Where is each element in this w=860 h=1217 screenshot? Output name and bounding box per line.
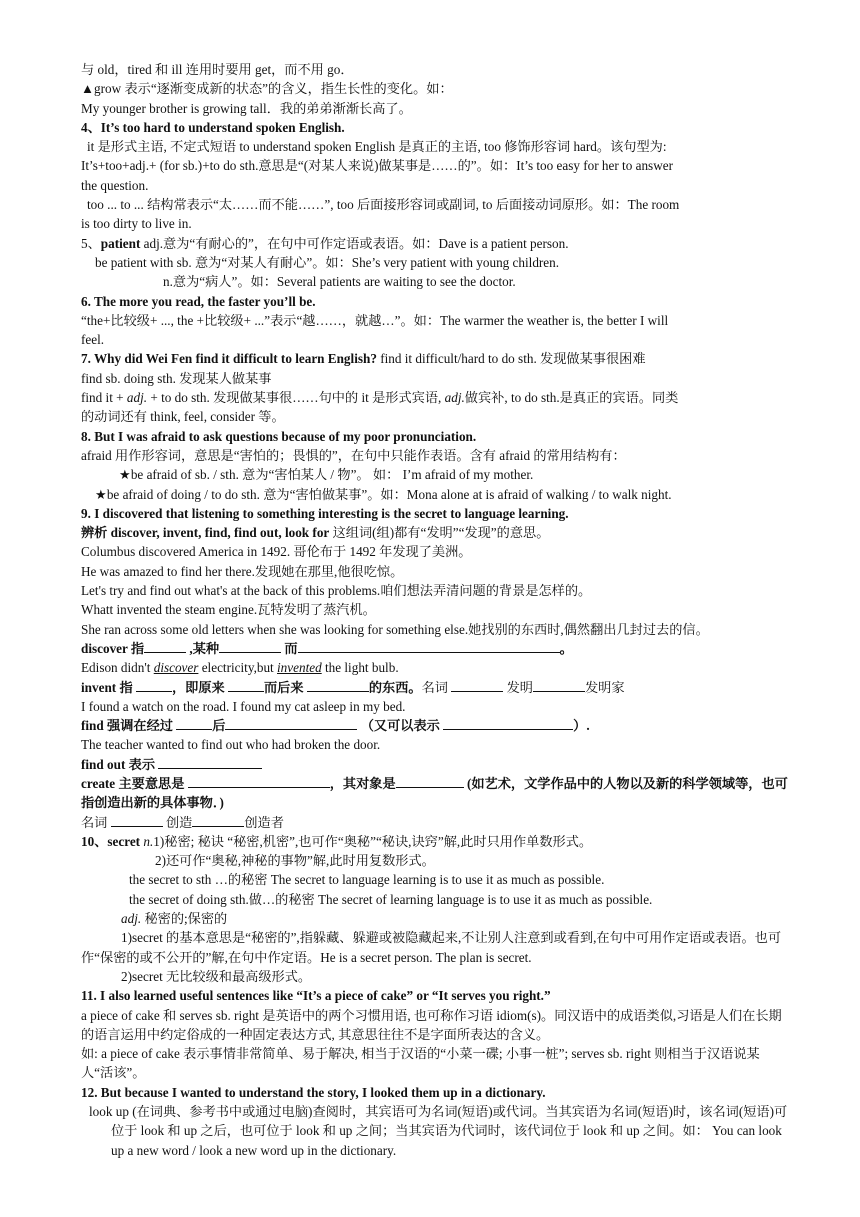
answer-blank[interactable] — [136, 678, 172, 692]
answer-blank[interactable] — [111, 813, 163, 827]
text-span: find it difficult/hard to do sth. 发现做某事很困难 — [376, 351, 646, 367]
text-span: 名词 — [81, 814, 111, 830]
answer-blank[interactable] — [192, 813, 244, 827]
text-span: 发明 — [503, 679, 533, 695]
section-heading-7 — [81, 349, 790, 368]
text-line — [81, 909, 790, 928]
answer-blank[interactable] — [298, 639, 560, 653]
underlined-term: discover — [153, 660, 199, 676]
text-span: + to do sth. 发现做某事很……句中的 it 是形式宾语, — [147, 390, 445, 406]
answer-blank[interactable] — [307, 678, 369, 692]
text-span: 后 — [212, 718, 226, 734]
text-span: 名词 — [421, 679, 452, 695]
text-line — [81, 523, 790, 542]
answer-blank[interactable] — [228, 678, 264, 692]
text-line: The teacher wanted to find out who had broken the door. — [81, 737, 381, 753]
text-line: is too dirty to live in. — [81, 216, 192, 232]
text-span: 秘密的;保密的 — [141, 911, 228, 927]
section-heading-8: 8. But I was afraid to ask questions because of my poor pronunciation. — [81, 428, 477, 444]
text-span: electricity,but — [198, 660, 278, 676]
answer-blank[interactable] — [188, 774, 330, 788]
heading-text: 7. Why did Wei Fen find it difficult to learn English? — [81, 351, 377, 367]
italic-term: adj. — [126, 390, 148, 406]
fill-in-find-out — [81, 755, 790, 774]
text-span: ,某种 — [186, 640, 220, 656]
text-span: find it + — [81, 390, 127, 406]
bold-term: 辨析 discover, invent, find, find out, look for — [81, 525, 330, 541]
italic-term: adj. — [121, 911, 142, 927]
section-heading-4: 4、It’s too hard to understand spoken English. — [81, 119, 345, 135]
heading-number: 10、 — [81, 833, 108, 849]
text-line: be patient with sb. 意为“对某人有耐心”。如：She’s very patient with young children. — [95, 254, 560, 270]
text-paragraph: 1)secret 的基本意思是“秘密的”,指躲藏、躲避或被隐藏起来,不让别人注意到或看到,在句中可用作定语或表语。也可作“保密的或不公开的”解,在句中作定语。He is a secret person. The plan is secret. — [81, 930, 782, 965]
section-heading-11: 11. I also learned useful sentences like “It’s a piece of cake” or “It serves you right.” — [81, 988, 551, 1004]
text-line: ★be afraid of sb. / sth. 意为“害怕某人 / 物”。 如： I’m afraid of my mother. — [119, 467, 534, 483]
text-line: I found a watch on the road. I found my cat asleep in my bed. — [81, 698, 406, 714]
text-line: the question. — [81, 177, 149, 193]
text-paragraph: She ran across some old letters when she was looking for something else.她找别的东西时,偶然翻出几封过去的信。 — [81, 621, 709, 637]
text-line: Let's try and find out what's at the back of this problems.咱们想法弄清问题的背景是怎样的。 — [81, 583, 592, 599]
text-span: 1)秘密; 秘诀 “秘密,机密”,也可作“奥秘”“秘诀,诀窍”解,此时只用作单数形式。 — [153, 833, 593, 849]
answer-blank[interactable] — [176, 716, 212, 730]
text-line: ▲grow 表示“逐渐变成新的状态”的含义，指生长性的变化。如： — [81, 81, 453, 97]
text-span: 而 — [281, 640, 298, 656]
text-line: find sb. doing sth. 发现某人做某事 — [81, 370, 272, 386]
text-line: 的动词还有 think, feel, consider 等。 — [81, 409, 285, 425]
heading-keyword: secret — [107, 833, 144, 849]
text-line — [81, 388, 790, 407]
answer-blank[interactable] — [396, 774, 464, 788]
heading-number: 5、 — [81, 235, 101, 251]
answer-blank[interactable] — [533, 678, 585, 692]
text-span: Edison didn't — [81, 660, 154, 676]
section-heading-10 — [81, 832, 790, 851]
text-line: Columbus discovered America in 1492. 哥伦布于 1492 年发现了美洲。 — [81, 544, 472, 560]
text-span: find 强调在经过 — [81, 718, 177, 734]
text-span: (如艺术，文学作品中的人物以及新的科学领域等，也可指创造出新的具体事物．) — [81, 775, 788, 811]
text-span: 创造者 — [244, 814, 284, 830]
fill-in-find — [81, 716, 790, 735]
answer-blank[interactable] — [443, 716, 573, 730]
text-line: 2)secret 无比较级和最高级形式。 — [121, 968, 312, 984]
text-line — [81, 658, 790, 677]
text-paragraph: a piece of cake 和 serves sb. right 是英语中的两个习惯用语, 也可称作习语 idiom(s)。同汉语中的成语类似,习语是人们在长期的语言运用中约定俗成的一种固定表达方式, 其意思往往不是字面所表达的含义。 — [81, 1007, 782, 1042]
fill-in-discover — [81, 639, 790, 658]
fill-in-invent — [81, 678, 790, 697]
text-line: too ... to ... 结构常表示“太……而不能……”, too 后面接形容词或副词, to 后面接动词原形。如：The room — [87, 197, 680, 213]
text-line: the secret of doing sth.做…的秘密 The secret of learning language is to use it as much as possible. — [129, 891, 653, 907]
underlined-term: invented — [277, 660, 322, 676]
text-span: ，即原来 — [171, 679, 228, 695]
text-span: invent 指 — [81, 679, 136, 695]
text-span: ，其对象是 — [329, 775, 396, 791]
text-span: the light bulb. — [321, 660, 399, 676]
answer-blank[interactable] — [225, 716, 357, 730]
section-heading-6: 6. The more you read, the faster you’ll be. — [81, 293, 316, 309]
text-span: 。 — [559, 640, 573, 656]
text-line: 2)还可作“奥秘,神秘的事物”解,此时用复数形式。 — [155, 853, 435, 869]
text-span: create 主要意思是 — [81, 775, 188, 791]
text-line: It’s+too+adj.+ (for sb.)+to do sth.意思是“(对某人来说)做某事是……的”。如：It’s too easy for her to answer — [81, 158, 673, 174]
answer-blank[interactable] — [451, 678, 503, 692]
text-line: Whatt invented the steam engine.瓦特发明了蒸汽机。 — [81, 602, 376, 618]
text-span: 做宾补, to do sth.是真正的宾语。同类 — [464, 390, 679, 406]
text-span: ）. — [573, 718, 590, 734]
answer-blank[interactable] — [219, 639, 281, 653]
text-line: it 是形式主语, 不定式短语 to understand spoken English 是真正的主语, too 修饰形容词 hard。该句型为: — [87, 139, 667, 155]
text-span: 的东西。 — [368, 679, 422, 695]
text-line: feel. — [81, 332, 105, 348]
section-heading-12: 12. But because I wanted to understand the story, I looked them up in a dictionary. — [81, 1084, 546, 1100]
text-span: （又可以表示 — [357, 718, 444, 734]
section-heading-9: 9. I discovered that listening to something interesting is the secret to language learning. — [81, 505, 569, 521]
section-heading-5 — [81, 234, 790, 253]
text-line: 与 old，tired 和 ill 连用时要用 get，而不用 go． — [81, 62, 354, 77]
text-line: afraid 用作形容词，意思是“害怕的；畏惧的”，在句中只能作表语。含有 afraid 的常用结构有： — [81, 447, 626, 463]
text-span: adj.意为“有耐心的”，在句中可作定语或表语。如：Dave is a patient person. — [140, 235, 569, 251]
italic-term: n. — [143, 833, 154, 849]
text-line: ★be afraid of doing / to do sth. 意为“害怕做某事”。如：Mona alone at is afraid of walking / to walk night. — [95, 486, 672, 502]
text-paragraph: look up (在词典、参考书中或通过电脑)查阅时，其宾语可为名词(短语)或代词。当其宾语为名词(短语)时，该名词(短语)可位于 look 和 up 之后，也可位于 look 和 up 之间；当其宾语为代词时，该代词位于 look 和 up 之间。如： You can look up a new word / look a new word up in the dictionary. — [89, 1104, 788, 1158]
text-line: n.意为“病人”。如：Several patients are waiting to see the doctor. — [163, 274, 516, 290]
text-span: find out 表示 — [81, 756, 159, 772]
text-line: the secret to sth …的秘密 The secret to language learning is to use it as much as possible. — [129, 872, 605, 888]
text-span: 这组词(组)都有“发明”“发现”的意思。 — [329, 525, 550, 541]
answer-blank[interactable] — [144, 639, 186, 653]
answer-blank[interactable] — [158, 755, 262, 769]
fill-in-create-nouns — [81, 813, 790, 832]
text-line: My younger brother is growing tall．我的弟弟渐渐长高了。 — [81, 100, 412, 116]
fill-in-create — [81, 774, 790, 813]
text-span: 而后来 — [264, 679, 307, 695]
heading-keyword: patient — [100, 235, 141, 251]
text-paragraph: 如: a piece of cake 表示事情非常简单、易于解决, 相当于汉语的“小菜一碟; 小事一桩”; serves sb. right 则相当于汉语说某人“活该”。 — [81, 1046, 760, 1081]
text-span: discover 指 — [81, 640, 145, 656]
text-span: 创造 — [162, 814, 193, 830]
text-line: He was amazed to find her there.发现她在那里,他很吃惊。 — [81, 563, 404, 579]
text-span: 发明家 — [584, 679, 625, 695]
italic-term: adj. — [444, 390, 465, 406]
text-line: “the+比较级+ ..., the +比较级+ ...”表示“越……，就越…”。如：The warmer the weather is, the better I will — [81, 312, 669, 328]
